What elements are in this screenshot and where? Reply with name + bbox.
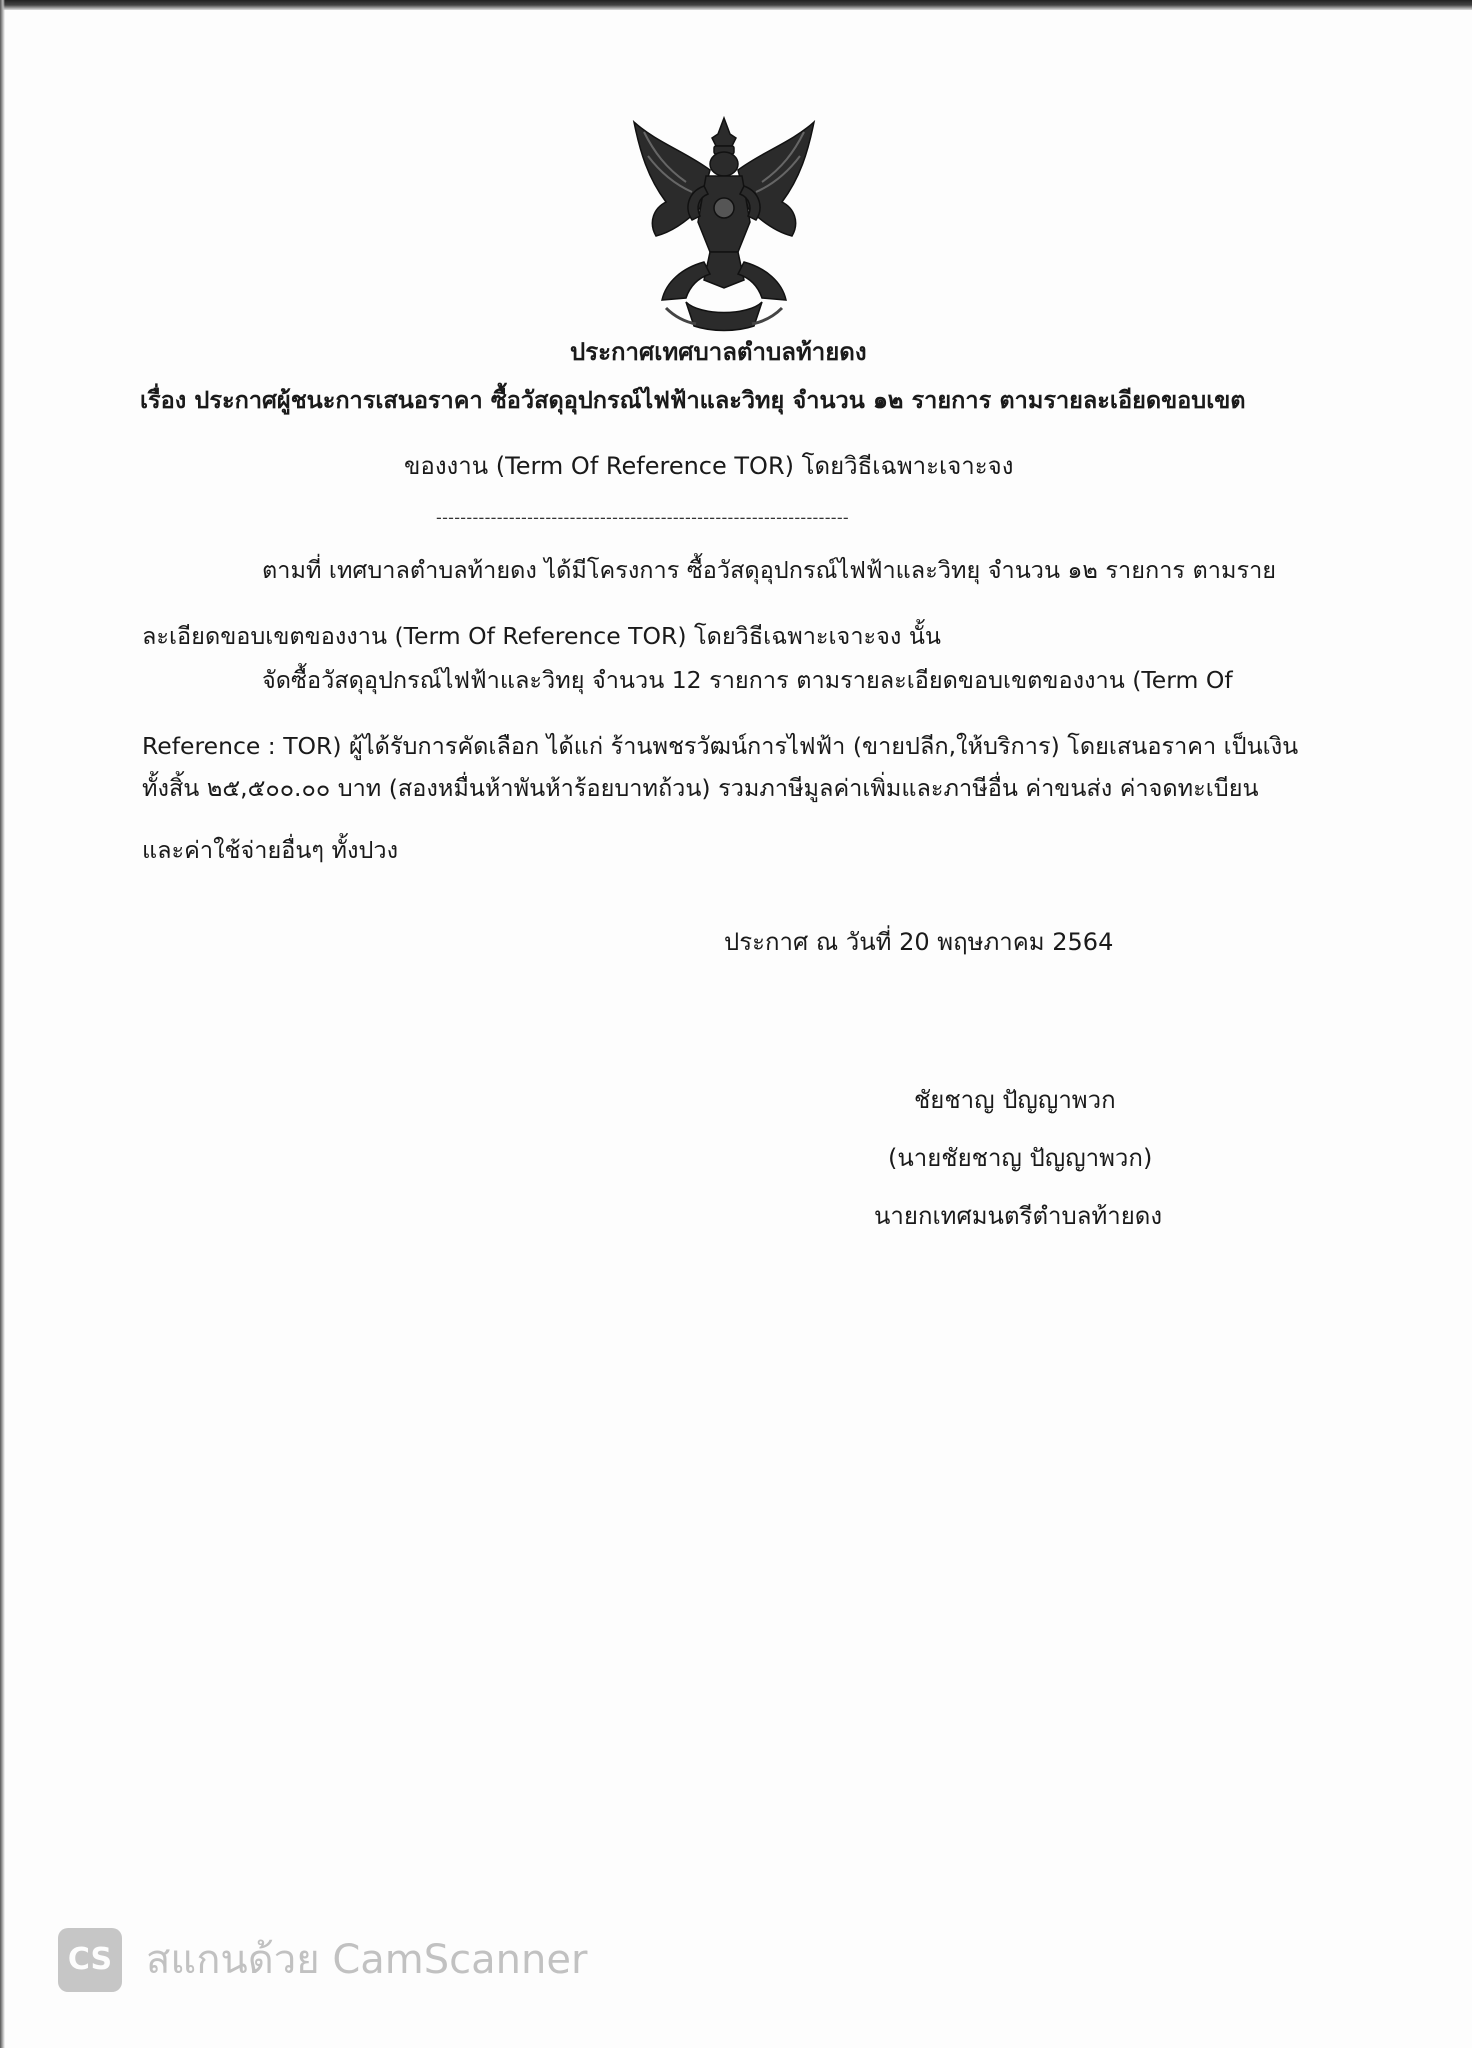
paragraph-1-line-1: ตามที่ เทศบาลตำบลท้ายดง ได้มีโครงการ ซื้อวัสดุอุปกรณ์ไฟฟ้าและวิทยุ จำนวน ๑๒ รายการ ตามราย <box>262 556 1277 584</box>
paragraph-2-line-3: ทั้งสิ้น ๒๕,๕๐๐.๐๐ บาท (สองหมื่นห้าพันห้าร้อยบาทถ้วน) รวมภาษีมูลค่าเพิ่มและภาษีอื่น ค่าขนส่ง ค่าจดทะเบียน <box>142 774 1259 802</box>
camscanner-watermark <box>58 1926 698 1998</box>
paragraph-2-line-1: จัดซื้อวัสดุอุปกรณ์ไฟฟ้าและวิทยุ จำนวน 12 รายการ ตามรายละเอียดขอบเขตของงาน (Term Of <box>262 666 1233 694</box>
signature-fullname: (นายชัยชาญ ปัญญาพวก) <box>888 1144 1153 1172</box>
subject-line-2: ของงาน (Term Of Reference TOR) โดยวิธีเฉพาะเจาะจง <box>404 452 1014 480</box>
separator-line: -------------------------------------------------------------------- <box>436 508 849 527</box>
announcement-date: ประกาศ ณ วันที่ 20 พฤษภาคม 2564 <box>724 928 1114 956</box>
document-title: ประกาศเทศบาลตำบลท้ายดง <box>570 338 867 366</box>
paragraph-1-line-2: ละเอียดขอบเขตของงาน (Term Of Reference TOR) โดยวิธีเฉพาะเจาะจง นั้น <box>142 622 941 650</box>
signature-position: นายกเทศมนตรีตำบลท้ายดง <box>874 1202 1163 1230</box>
watermark-text: สแกนด้วย CamScanner <box>146 1937 588 1983</box>
subject-line-1: เรื่อง ประกาศผู้ชนะการเสนอราคา ซื้อวัสดุอุปกรณ์ไฟฟ้าและวิทยุ จำนวน ๑๒ รายการ ตามรายละเอียดขอบเขต <box>140 386 1246 414</box>
signature-name: ชัยชาญ ปัญญาพวก <box>914 1086 1116 1114</box>
paragraph-2-line-4: และค่าใช้จ่ายอื่นๆ ทั้งปวง <box>142 836 399 864</box>
garuda-emblem-icon <box>626 112 822 332</box>
paragraph-2-line-2: Reference : TOR) ผู้ได้รับการคัดเลือก ได้แก่ ร้านพชรวัฒน์การไฟฟ้า (ขายปลีก,ให้บริการ) โดยเสนอราคา เป็นเงิน <box>142 732 1299 760</box>
scan-top-edge <box>0 0 1472 10</box>
camscanner-logo-icon: CS <box>58 1928 122 1992</box>
scan-left-edge <box>0 0 5 2048</box>
